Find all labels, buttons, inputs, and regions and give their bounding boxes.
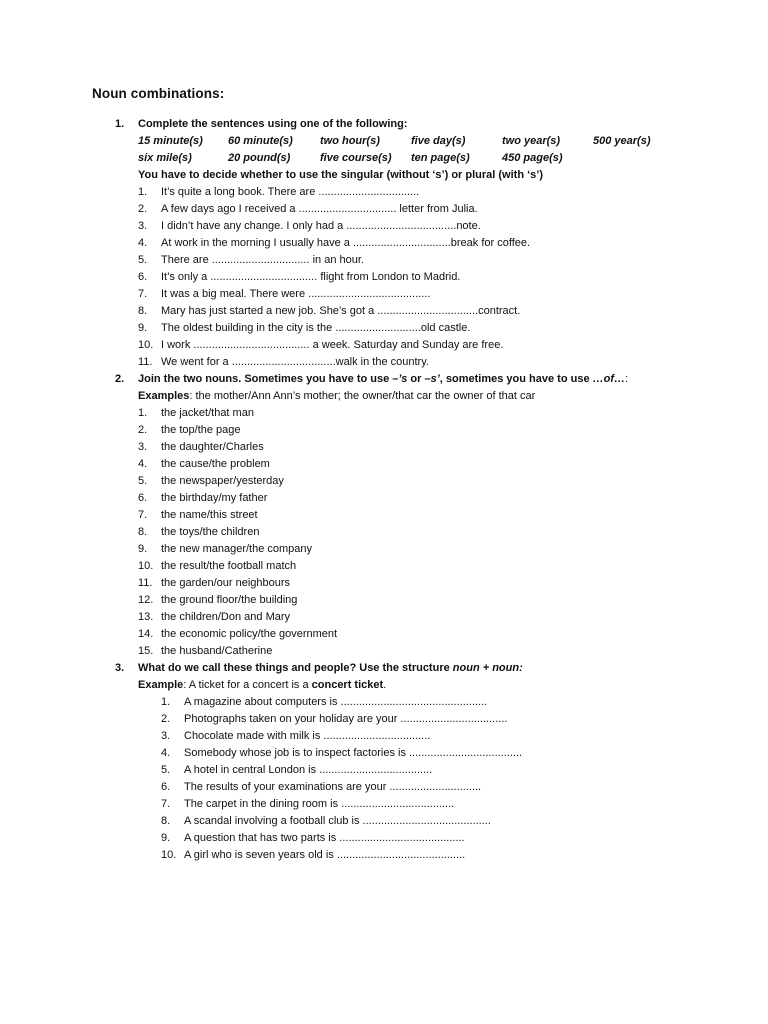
section-1-number: 1.: [115, 118, 125, 130]
section-2-heading: Join the two nouns. Sometimes you have to use –’s or –s’, sometimes you have to use …of…:: [138, 373, 629, 385]
list-item-number: 9.: [161, 832, 171, 844]
list-item-number: 7.: [161, 798, 171, 810]
section-3-example: Example: A ticket for a concert is a concert ticket.: [138, 679, 387, 691]
section-2-number: 2.: [115, 373, 125, 385]
list-item: I work ...................................... a week. Saturday and Sunday are free.: [161, 339, 504, 351]
list-item-number: 10.: [161, 849, 177, 861]
list-item: It was a big meal. There were ........................................: [161, 288, 431, 300]
list-item: the economic policy/the government: [161, 628, 338, 640]
list-item-number: 10.: [138, 339, 154, 351]
list-item: The carpet in the dining room is .....................................: [184, 798, 455, 810]
list-item-number: 2.: [138, 203, 148, 215]
list-item: A few days ago I received a ................................ letter from Julia.: [161, 203, 478, 215]
list-item-number: 11.: [138, 356, 153, 368]
section-3-number: 3.: [115, 662, 125, 674]
list-item-number: 6.: [161, 781, 171, 793]
list-item: the new manager/the company: [161, 543, 313, 555]
list-item: A question that has two parts is .........................................: [184, 832, 465, 844]
list-item-number: 4.: [138, 237, 148, 249]
term-six-miles: six mile(s): [138, 152, 192, 164]
list-item: the name/this street: [161, 509, 258, 521]
list-item: the result/the football match: [161, 560, 297, 572]
term-five-days: five day(s): [411, 135, 466, 147]
list-item: It’s quite a long book. There are .................................: [161, 186, 420, 198]
section-1-instruction: You have to decide whether to use the singular (without ‘s’) or plural (with ‘s’): [138, 169, 543, 181]
term-20-pounds: 20 pound(s): [228, 152, 291, 164]
list-item-number: 1.: [138, 407, 148, 419]
term-15-minutes: 15 minute(s): [138, 135, 203, 147]
list-item-number: 8.: [161, 815, 171, 827]
list-item: Chocolate made with milk is ...................................: [184, 730, 431, 742]
list-item-number: 8.: [138, 526, 148, 538]
term-450-pages: 450 page(s): [502, 152, 563, 164]
list-item: the ground floor/the building: [161, 594, 298, 606]
term-60-minutes: 60 minute(s): [228, 135, 293, 147]
list-item-number: 5.: [161, 764, 171, 776]
list-item: the top/the page: [161, 424, 241, 436]
list-item: A girl who is seven years old is ..........................................: [184, 849, 466, 861]
list-item-number: 5.: [138, 254, 148, 266]
list-item-number: 15.: [138, 645, 154, 657]
section-2-example: Examples: the mother/Ann Ann’s mother; the owner/that car the owner of that car: [138, 390, 536, 402]
list-item-number: 9.: [138, 322, 148, 334]
list-item: the children/Don and Mary: [161, 611, 291, 623]
list-item-number: 8.: [138, 305, 148, 317]
list-item-number: 9.: [138, 543, 148, 555]
list-item: I didn’t have any change. I only had a ....................................note.: [161, 220, 481, 232]
list-item-number: 6.: [138, 492, 148, 504]
list-item-number: 4.: [138, 458, 148, 470]
list-item-number: 2.: [138, 424, 148, 436]
term-two-years: two year(s): [502, 135, 561, 147]
list-item-number: 12.: [138, 594, 154, 606]
list-item: A magazine about computers is ................................................: [184, 696, 488, 708]
list-item: It’s only a ................................... flight from London to Madrid.: [161, 271, 461, 283]
list-item-number: 6.: [138, 271, 148, 283]
list-item-number: 4.: [161, 747, 171, 759]
list-item-number: 2.: [161, 713, 171, 725]
list-item: A scandal involving a football club is ..........................................: [184, 815, 491, 827]
term-ten-pages: ten page(s): [411, 152, 470, 164]
list-item: At work in the morning I usually have a ................................break for coffee.: [161, 237, 531, 249]
list-item: the husband/Catherine: [161, 645, 273, 657]
list-item: A hotel in central London is .....................................: [184, 764, 433, 776]
term-five-courses: five course(s): [320, 152, 392, 164]
list-item-number: 3.: [138, 441, 148, 453]
list-item-number: 10.: [138, 560, 154, 572]
list-item: Mary has just started a new job. She’s got a .................................contract.: [161, 305, 521, 317]
list-item: the daughter/Charles: [161, 441, 264, 453]
term-two-hours: two hour(s): [320, 135, 380, 147]
list-item: the garden/our neighbours: [161, 577, 291, 589]
list-item: We went for a ..................................walk in the country.: [161, 356, 429, 368]
list-item: the jacket/that man: [161, 407, 254, 419]
list-item-number: 7.: [138, 288, 148, 300]
list-item: the cause/the problem: [161, 458, 270, 470]
list-item-number: 7.: [138, 509, 148, 521]
list-item: the toys/the children: [161, 526, 260, 538]
list-item: There are ................................ in an hour.: [161, 254, 364, 266]
list-item: the birthday/my father: [161, 492, 268, 504]
list-item: The results of your examinations are your ..............................: [184, 781, 482, 793]
list-item-number: 1.: [138, 186, 148, 198]
list-item-number: 11.: [138, 577, 153, 589]
list-item-number: 5.: [138, 475, 148, 487]
list-item: the newspaper/yesterday: [161, 475, 284, 487]
term-500-years: 500 year(s): [593, 135, 651, 147]
list-item: Somebody whose job is to inspect factories is .....................................: [184, 747, 523, 759]
section-3-heading: What do we call these things and people? Use the structure noun + noun:: [138, 662, 523, 674]
list-item-number: 3.: [138, 220, 148, 232]
list-item-number: 1.: [161, 696, 171, 708]
section-1-heading: Complete the sentences using one of the following:: [138, 118, 408, 130]
list-item-number: 14.: [138, 628, 154, 640]
list-item: The oldest building in the city is the ............................old castle.: [161, 322, 471, 334]
list-item: Photographs taken on your holiday are your ...................................: [184, 713, 508, 725]
list-item-number: 13.: [138, 611, 154, 623]
list-item-number: 3.: [161, 730, 171, 742]
page-title: Noun combinations:: [92, 86, 225, 101]
